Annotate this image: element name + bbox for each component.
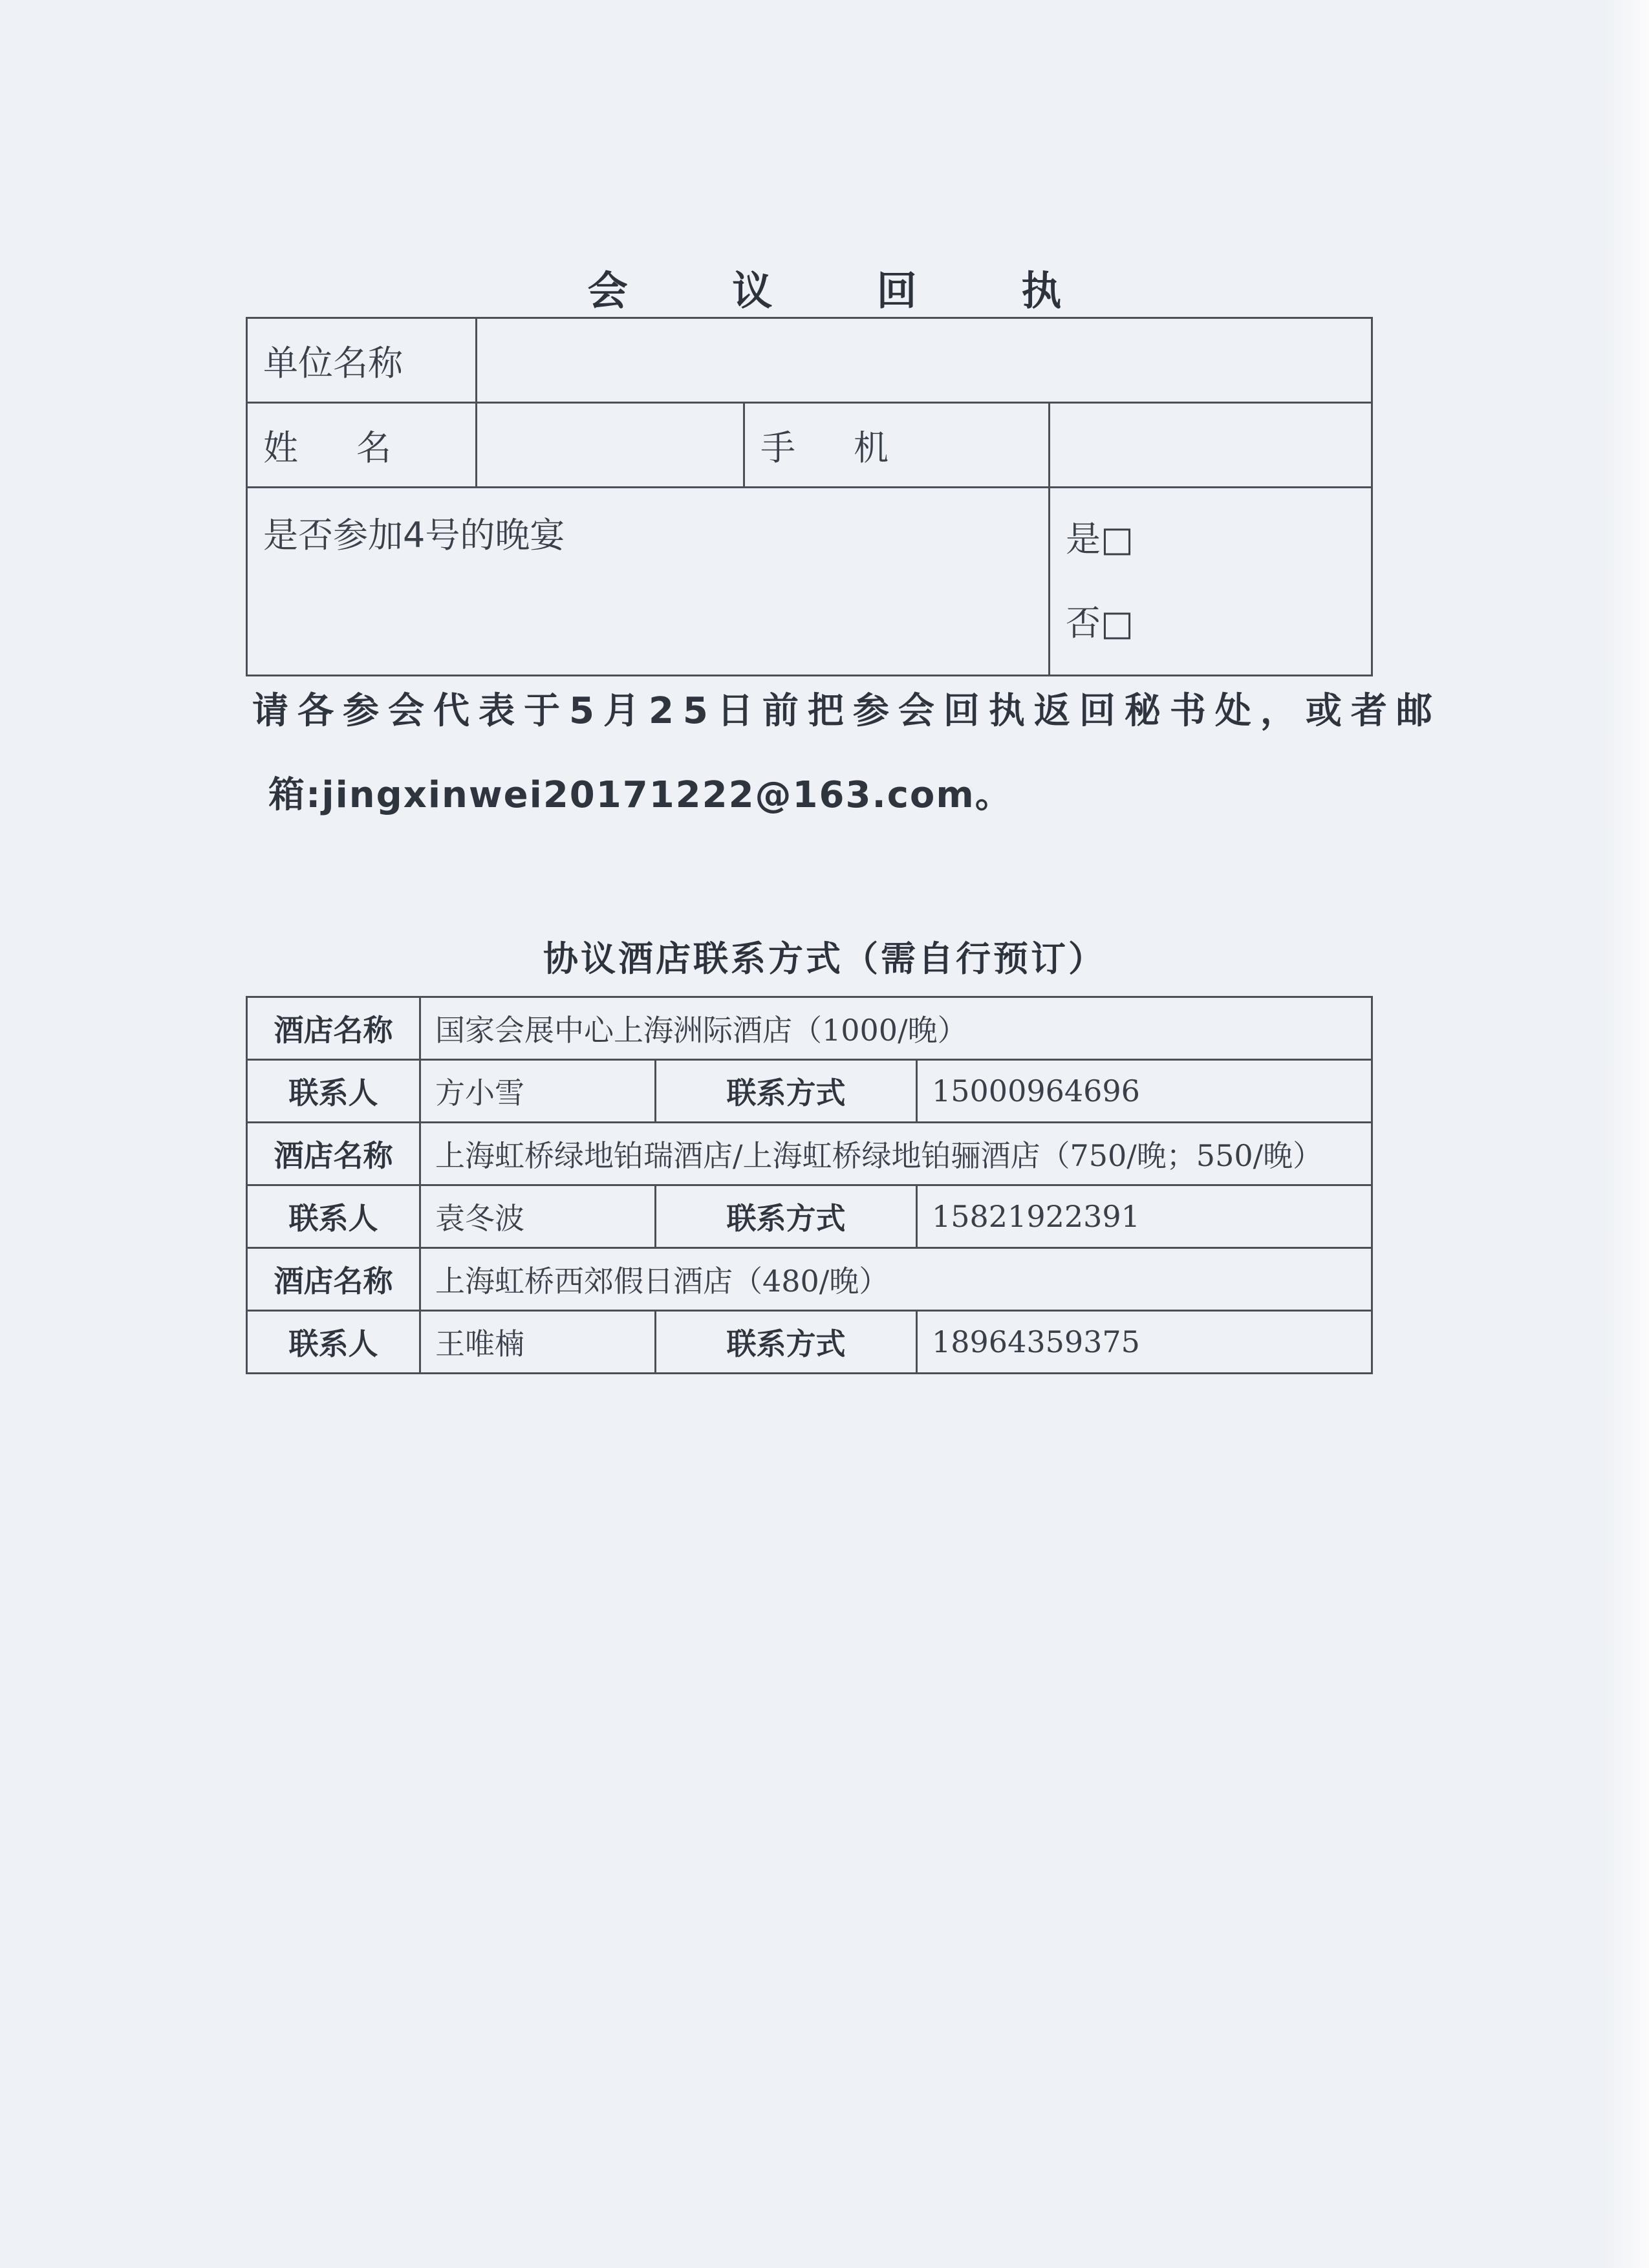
contact-name: 方小雪 [420,1060,656,1123]
name-field[interactable] [477,403,744,488]
contact-phone: 18964359375 [917,1311,1372,1374]
unit-label: 单位名称 [247,318,477,403]
notice-line-2: 箱:jingxinwei20171222@163.com。 [268,774,1013,816]
yes-checkbox[interactable]: 是□ [1066,519,1134,559]
phone-field[interactable] [1050,403,1372,488]
hotels-title: 协议酒店联系方式（需自行预订） [543,938,1106,979]
page-edge [1604,0,1649,2268]
name-label: 姓名 [247,403,477,488]
contact-name: 袁冬波 [420,1185,656,1248]
hotels-table [246,996,1373,1374]
hotel-name-label: 酒店名称 [247,1123,420,1185]
hotel-name-label: 酒店名称 [247,1248,420,1311]
contact-phone: 15000964696 [917,1060,1372,1123]
hotel-name-label: 酒店名称 [247,997,420,1060]
hotel-name-row [247,1123,1372,1185]
hotel-name: 上海虹桥西郊假日酒店（480/晚） [420,1248,1372,1311]
contact-method-label: 联系方式 [656,1060,917,1123]
no-checkbox[interactable]: 否□ [1066,603,1134,643]
hotel-contact-row [247,1185,1372,1248]
contact-method-label: 联系方式 [656,1311,917,1374]
receipt-form [246,317,1373,676]
banquet-options [1050,488,1372,676]
hotel-name-row [247,1248,1372,1311]
contact-method-label: 联系方式 [656,1185,917,1248]
hotel-contact-row [247,1311,1372,1374]
contact-label: 联系人 [247,1185,420,1248]
contact-label: 联系人 [247,1311,420,1374]
contact-name: 王唯楠 [420,1311,656,1374]
receipt-title: 会 议 回 执 [587,267,1107,314]
unit-row [247,318,1372,403]
banquet-row [247,488,1372,676]
hotel-name: 国家会展中心上海洲际酒店（1000/晚） [420,997,1372,1060]
hotel-contact-row [247,1060,1372,1123]
contact-label: 联系人 [247,1060,420,1123]
hotel-name-row [247,997,1372,1060]
hotel-name: 上海虹桥绿地铂瑞酒店/上海虹桥绿地铂骊酒店（750/晚；550/晚） [420,1123,1372,1185]
notice-line-1: 请各参会代表于5月25日前把参会回执返回秘书处，或者邮 [252,690,1441,732]
name-row [247,403,1372,488]
contact-phone: 15821922391 [917,1185,1372,1248]
unit-field[interactable] [477,318,1372,403]
banquet-label: 是否参加4号的晚宴 [247,488,1050,676]
phone-label: 手机 [744,403,1050,488]
